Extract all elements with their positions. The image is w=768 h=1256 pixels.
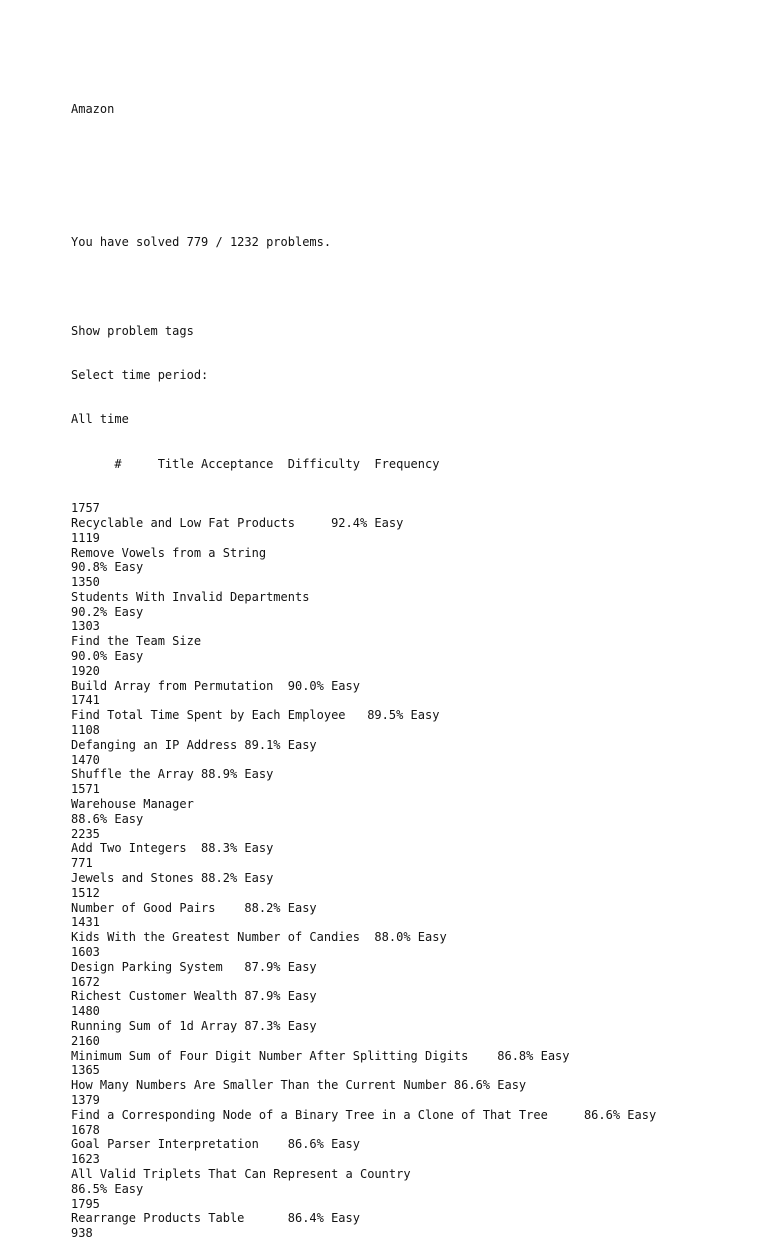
problem-title-link[interactable]: How Many Numbers Are Smaller Than the Current Number 86.6% Easy (71, 1078, 527, 1093)
problem-title-link[interactable]: Rearrange Products Table 86.4% Easy (71, 1211, 360, 1226)
problem-list (71, 501, 656, 1241)
problem-number: 771 (71, 856, 93, 871)
problem-title-link[interactable]: Find the Team Size (71, 634, 202, 649)
problem-title-link[interactable]: Remove Vowels from a String (71, 545, 267, 560)
problem-title-link[interactable]: Running Sum of 1d Array 87.3% Easy (71, 1019, 317, 1033)
problem-number: 1920 (71, 663, 100, 678)
problem-number: 1350 (71, 575, 100, 590)
spacer (71, 190, 656, 205)
problem-number: 1431 (71, 915, 100, 930)
problem-number: 1571 (71, 782, 100, 797)
problem-number: 1795 (71, 1196, 100, 1211)
problem-title-link[interactable]: Build Array from Permutation 90.0% Easy (71, 678, 360, 693)
problem-number: 1303 (71, 619, 100, 634)
problem-number: 1470 (71, 752, 100, 767)
problem-number: 1379 (71, 1092, 100, 1107)
problem-number: 1512 (71, 885, 100, 900)
problem-title-link[interactable]: Warehouse Manager (71, 797, 194, 812)
problem-title-link[interactable]: Find a Corresponding Node of a Binary Tree in a Clone of That Tree 86.6% Easy (71, 1107, 657, 1122)
document-body (71, 72, 656, 1256)
problem-number: 2160 (71, 1033, 100, 1048)
problem-title-link[interactable]: Add Two Integers 88.3% Easy (71, 841, 274, 856)
problem-title-link[interactable]: Recyclable and Low Fat Products 92.4% Easy (71, 515, 404, 530)
problem-title-link[interactable]: Jewels and Stones 88.2% Easy (71, 871, 274, 886)
problem-number: 938 (71, 1226, 93, 1241)
problem-acceptance-difficulty: 90.2% Easy (71, 604, 144, 619)
problem-title-link[interactable]: Shuffle the Array 88.9% Easy (71, 767, 274, 782)
problem-title-link[interactable]: Kids With the Greatest Number of Candies 88.0% Easy (71, 930, 447, 945)
table-header: # Title Acceptance Difficulty Frequency (71, 456, 440, 471)
problem-number: 1365 (71, 1063, 100, 1078)
problem-number: 1108 (71, 723, 100, 738)
problem-acceptance-difficulty: 90.8% Easy (71, 560, 144, 575)
problem-number: 1672 (71, 974, 100, 989)
time-period-label: Select time period: (71, 367, 209, 382)
problem-acceptance-difficulty: 88.6% Easy (71, 811, 144, 826)
problem-number: 1119 (71, 530, 100, 545)
problem-title-link[interactable]: Number of Good Pairs 88.2% Easy (71, 900, 317, 915)
problem-number: 1603 (71, 945, 100, 960)
problem-title-link[interactable]: Find Total Time Spent by Each Employee 89.5% Easy (71, 708, 440, 723)
problem-number: 1757 (71, 501, 100, 516)
problem-number: 2235 (71, 826, 100, 841)
company-name: Amazon (71, 101, 115, 116)
problem-title-link[interactable]: Students With Invalid Departments (71, 589, 310, 604)
problem-title-link[interactable]: Minimum Sum of Four Digit Number After Splitting Digits 86.8% Easy (71, 1048, 570, 1063)
problem-number: 1480 (71, 1004, 100, 1019)
solved-count: You have solved 779 / 1232 problems. (71, 234, 332, 249)
problem-number: 1623 (71, 1152, 100, 1167)
spacer (71, 146, 656, 161)
problem-number: 1741 (71, 693, 100, 708)
problem-acceptance-difficulty: 86.5% Easy (71, 1181, 144, 1196)
problem-title-link[interactable]: Goal Parser Interpretation 86.6% Easy (71, 1137, 360, 1152)
problem-acceptance-difficulty: 90.0% Easy (71, 649, 144, 664)
problem-number: 1678 (71, 1122, 100, 1137)
spacer (71, 279, 656, 294)
show-tags-link[interactable]: Show problem tags (71, 323, 194, 338)
problem-title-link[interactable]: Defanging an IP Address 89.1% Easy (71, 737, 317, 752)
problem-title-link[interactable]: Richest Customer Wealth 87.9% Easy (71, 989, 317, 1004)
problem-title-link[interactable]: Design Parking System 87.9% Easy (71, 959, 317, 974)
problem-title-link[interactable]: All Valid Triplets That Can Represent a Country (71, 1166, 411, 1181)
time-period-select[interactable]: All time (71, 412, 129, 427)
